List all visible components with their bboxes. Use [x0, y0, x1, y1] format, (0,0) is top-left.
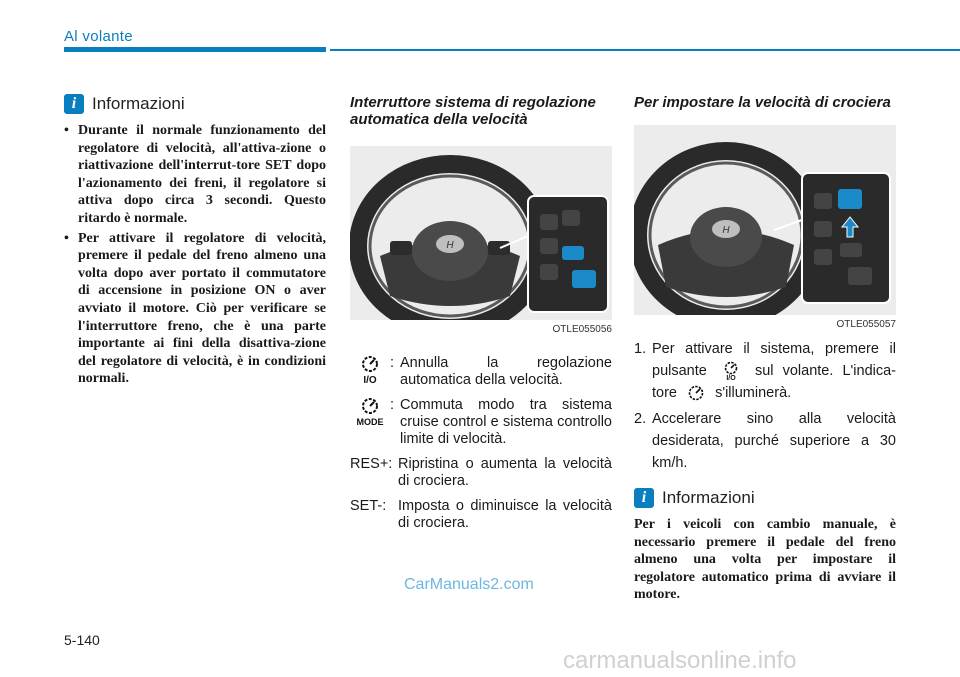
svg-text:MODE: MODE	[356, 417, 384, 427]
header-section-title: Al volante	[64, 28, 133, 45]
right-column	[634, 94, 896, 604]
desc-row-set	[350, 498, 612, 532]
list-item: 1. Per attivare il sistema, premere il pulsante I/O sul volante. L'indica- tore s'illuminerà.	[634, 338, 896, 404]
section-title: Per impostare la velocità di crociera	[634, 94, 891, 111]
figure-code: OTLE055056	[552, 324, 612, 335]
list-item: • Per attivare il regolatore di velocità, premere il pedale del freno almeno una volta dopo aver portato il commutatore di accensione in posizione ON o aver avviato il motore. Ciò per verificare se l'interruttore freno, che è una parte importante ai fini della disattiva-zione del regolatore di velocità, è in condizioni normali.	[64, 230, 326, 388]
left-info-box	[64, 94, 326, 390]
info-title: Informazioni	[662, 488, 755, 507]
steering-wheel-figure-2	[634, 125, 896, 315]
svg-text:H: H	[722, 225, 730, 236]
svg-text:I/O: I/O	[363, 375, 377, 385]
header-bar-thin	[330, 49, 960, 51]
list-item: 2. Accelerare sino alla velocità desiderata, purché superiore a 30 km/h.	[634, 411, 896, 471]
button-descriptions	[350, 355, 612, 532]
info-icon: i	[634, 488, 654, 508]
svg-text:I/O: I/O	[726, 375, 736, 382]
desc-row-mode: MODE : Commuta modo tra sistema cruise control e sistema controllo limite di velocità.	[350, 397, 612, 448]
info-title: Informazioni	[92, 94, 185, 113]
set-label: SET-:	[350, 498, 387, 514]
middle-column	[350, 94, 612, 540]
desc-text: Ripristina o aumenta la velocità di crociera.	[398, 456, 612, 489]
desc-text: Commuta modo tra sistema cruise control e sistema controllo limite di velocità.	[400, 397, 612, 447]
info-heading	[634, 488, 896, 508]
desc-text: Annulla la regolazione automatica della velocità.	[400, 355, 612, 388]
list-item: • Durante il normale funzionamento del regolatore di velocità, all'attiva-zione o riattivazione dell'interrut-tore SET dopo l'azionamento dei freni, il regolatore si attiva dopo circa 3 secondi. Questo ritardo è normale.	[64, 122, 326, 228]
watermark-right: carmanualsonline.info	[563, 647, 797, 674]
header-bar-thick	[64, 47, 326, 52]
cruise-mode-icon	[350, 397, 390, 448]
steering-wheel-icon	[350, 146, 612, 320]
steering-wheel-figure	[350, 146, 612, 320]
desc-row-res	[350, 456, 612, 490]
info-icon: i	[64, 94, 84, 114]
info-heading	[64, 94, 326, 114]
info-text: Per i veicoli con cambio manuale, è necessario premere il pedale del freno almeno una volta per impostare il regolatore automatico prima di avviare il motore.	[634, 517, 896, 603]
info-bullets	[64, 122, 326, 388]
section-title: Interruttore sistema di regolazione automatica della velocità	[350, 94, 596, 128]
svg-text:H: H	[446, 240, 454, 251]
desc-row-onoff: I/O : Annulla la regolazione automatica della velocità.	[350, 355, 612, 389]
steps-list	[634, 338, 896, 474]
desc-text: Imposta o diminuisce la velocità di crociera.	[398, 498, 612, 531]
cruise-onoff-icon	[350, 355, 390, 389]
res-label: RES+:	[350, 456, 393, 472]
cruise-indicator-icon	[685, 383, 707, 403]
page-number: 5-140	[64, 632, 100, 648]
figure-code: OTLE055057	[836, 319, 896, 330]
watermark-left: CarManuals2.com	[404, 576, 534, 593]
steering-wheel-icon	[634, 125, 896, 315]
cruise-onoff-icon	[720, 361, 742, 381]
